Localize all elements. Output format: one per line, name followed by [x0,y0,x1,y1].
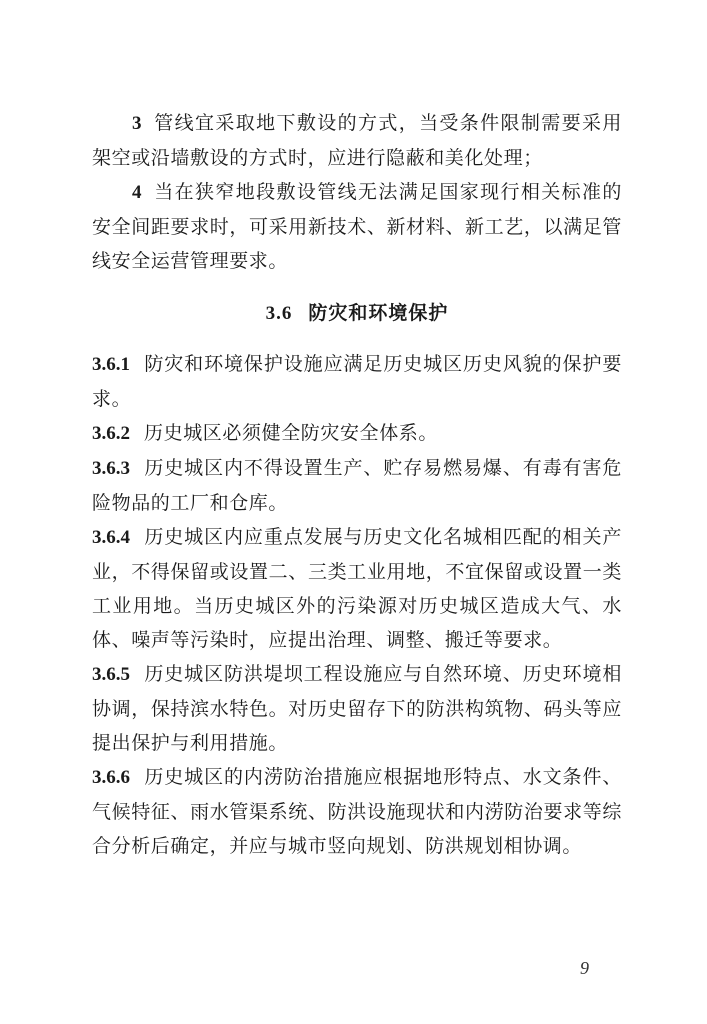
clause-3-6-4 [92,520,622,657]
clause-text: 历史城区内不得设置生产、贮存易燃易爆、有毒有害危险物品的工厂和仓库。 [92,457,622,514]
clause-number: 3.6.5 [92,664,130,685]
clause-number: 3.6.6 [92,767,130,788]
section-number: 3.6 [265,303,293,324]
clause-3-6-3 [92,451,622,520]
list-item-text: 管线宜采取地下敷设的方式，当受条件限制需要采用架空或沿墙敷设的方式时，应进行隐蔽和美化处理； [92,112,622,169]
clause-number: 3.6.3 [92,458,130,479]
clause-3-6-1 [92,347,622,416]
list-item-number: 3 [132,113,142,134]
clause-number: 3.6.2 [92,423,130,444]
section-title-text: 防灾和环境保护 [308,302,449,324]
clause-text: 历史城区防洪堤坝工程设施应与自然环境、历史环境相协调，保持滨水特色。对历史留存下的防洪构筑物、码头等应提出保护与利用措施。 [92,663,622,754]
clause-3-6-2 [92,416,622,451]
clause-number: 3.6.4 [92,527,130,548]
clause-3-6-6 [92,760,622,863]
clause-text: 历史城区必须健全防灾安全体系。 [144,422,439,444]
page-number: 9 [580,958,589,978]
clause-text: 历史城区的内涝防治措施应根据地形特点、水文条件、气候特征、雨水管渠系统、防洪设施现状和内涝防治要求等综合分析后确定，并应与城市竖向规划、防洪规划相协调。 [92,766,622,857]
list-item-4 [92,175,622,278]
list-item-3 [92,106,622,175]
page-content [92,106,622,863]
list-item-number: 4 [132,182,142,203]
clause-number: 3.6.1 [92,354,130,375]
clause-3-6-5 [92,657,622,760]
clause-text: 历史城区内应重点发展与历史文化名城相匹配的相关产业，不得保留或设置二、三类工业用地，不宜保留或设置一类工业用地。当历史城区外的污染源对历史城区造成大气、水体、噪声等污染时，应提出治理、调整、搬迁等要求。 [92,526,622,651]
clause-text: 防灾和环境保护设施应满足历史城区历史风貌的保护要求。 [92,353,622,410]
section-heading [92,296,622,331]
list-item-text: 当在狭窄地段敷设管线无法满足国家现行相关标准的安全间距要求时，可采用新技术、新材料、新工艺，以满足管线安全运营管理要求。 [92,181,622,272]
